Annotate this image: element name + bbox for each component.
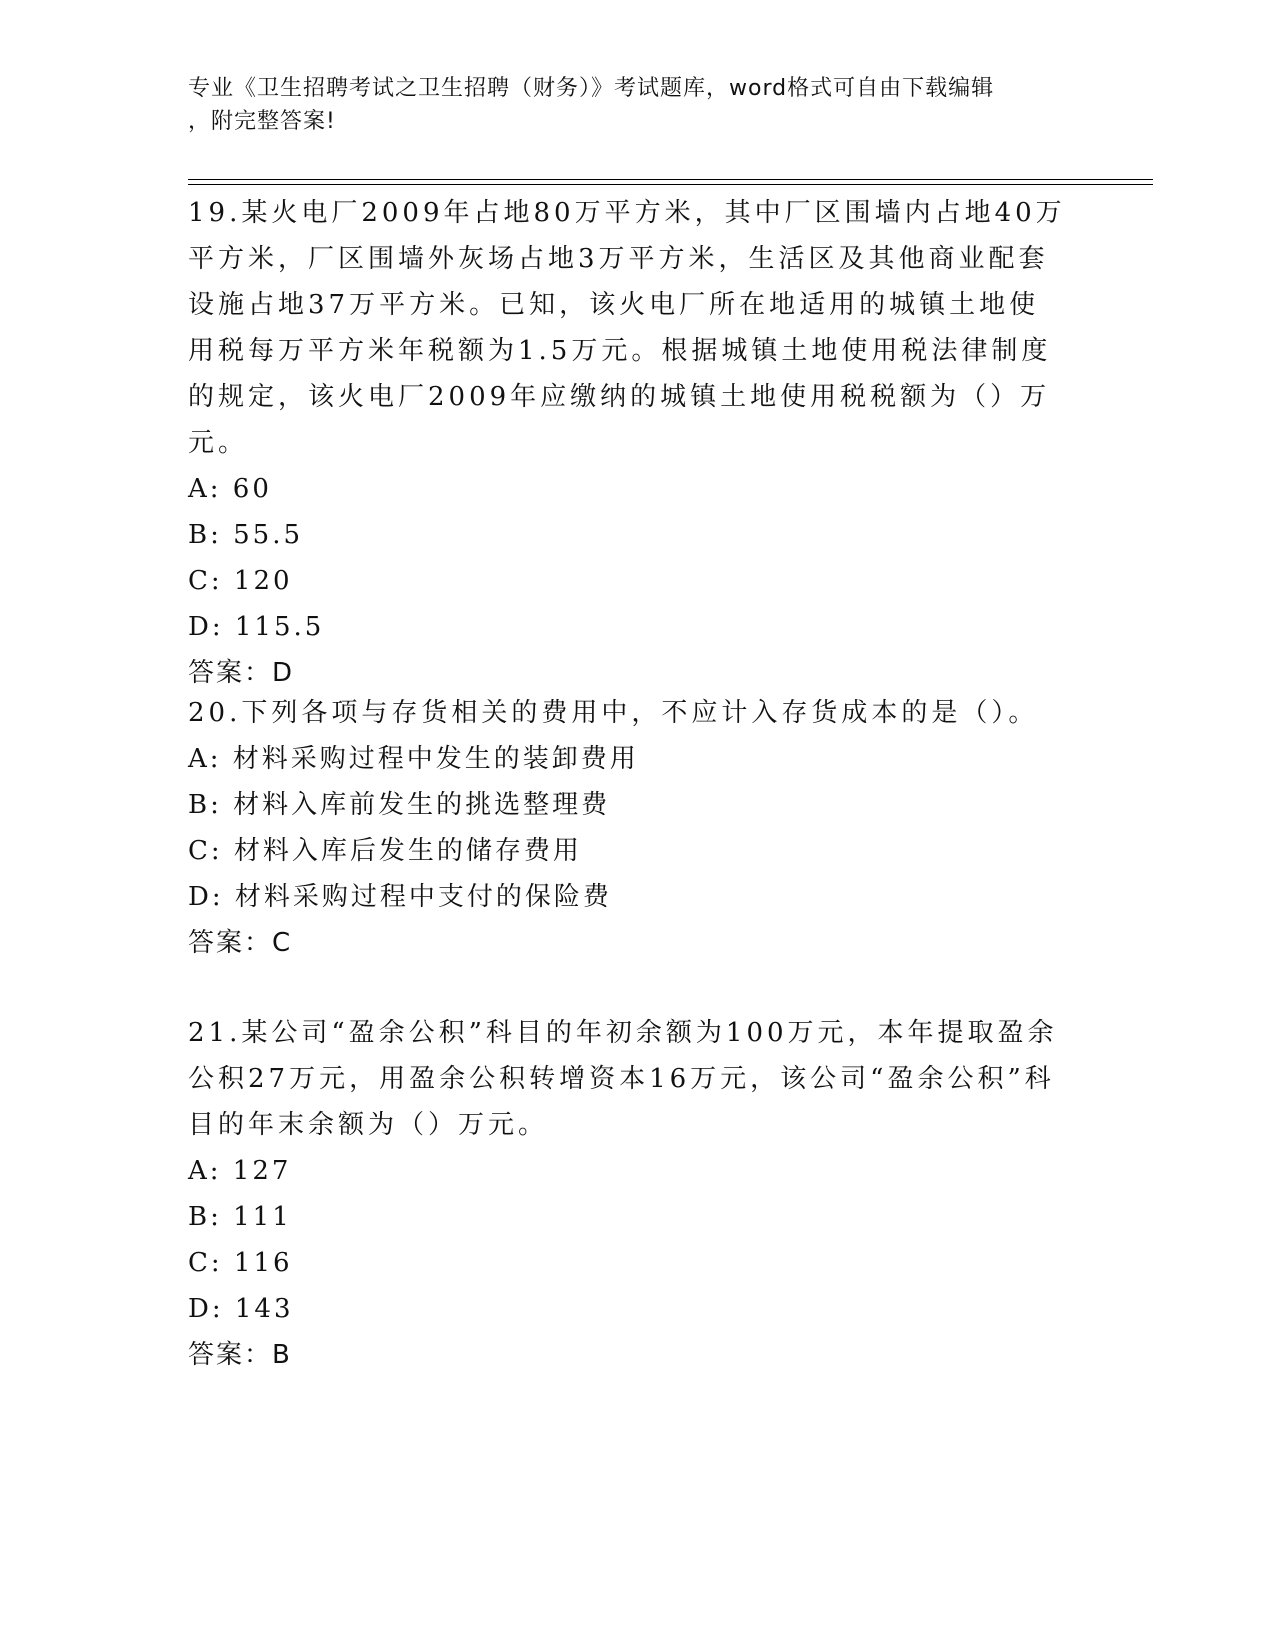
option-b: B: 55.5 xyxy=(188,520,304,550)
option-a: A: 60 xyxy=(188,474,272,504)
header-line-2: ，附完整答案! xyxy=(188,109,336,134)
header-divider-top xyxy=(188,179,1153,180)
option-b: B: 材料入库前发生的挑选整理费 xyxy=(188,790,611,820)
question-20 xyxy=(188,690,1068,966)
option-d: D: 材料采购过程中支付的保险费 xyxy=(188,882,612,912)
option-a: A: 材料采购过程中发生的装卸费用 xyxy=(188,744,639,774)
option-b: B: 111 xyxy=(188,1202,292,1232)
question-stem: 20.下列各项与存货相关的费用中，不应计入存货成本的是（）。 xyxy=(188,698,1039,728)
document-header xyxy=(188,72,1068,138)
option-c: C: 120 xyxy=(188,566,293,596)
header-divider-bottom xyxy=(188,184,1153,185)
header-line-1: 专业《卫生招聘考试之卫生招聘（财务）》考试题库，word格式可自由下载编辑 xyxy=(188,76,995,101)
option-a: A: 127 xyxy=(188,1156,292,1186)
option-c: C: 材料入库后发生的储存费用 xyxy=(188,836,582,866)
question-stem: 19.某火电厂2009年占地80万平方米，其中厂区围墙内占地40万平方米，厂区围墙外灰场占地3万平方米，生活区及其他商业配套设施占地37万平方米。已知，该火电厂所在地适用的城镇土地使用税每万平方米年税额为1.5万元。根据城镇土地使用税法律制度的规定，该火电厂2009年应缴纳的城镇土地使用税税额为（）万元。 xyxy=(188,198,1066,458)
question-19 xyxy=(188,190,1068,696)
question-21 xyxy=(188,1010,1068,1378)
answer-line: 答案：D xyxy=(188,658,295,688)
answer-line: 答案：C xyxy=(188,928,293,958)
option-d: D: 143 xyxy=(188,1294,294,1324)
question-stem: 21.某公司“盈余公积”科目的年初余额为100万元，本年提取盈余公积27万元，用盈余公积转增资本16万元，该公司“盈余公积”科目的年末余额为（）万元。 xyxy=(188,1018,1058,1140)
option-d: D: 115.5 xyxy=(188,612,325,642)
answer-line: 答案：B xyxy=(188,1340,292,1370)
option-c: C: 116 xyxy=(188,1248,293,1278)
